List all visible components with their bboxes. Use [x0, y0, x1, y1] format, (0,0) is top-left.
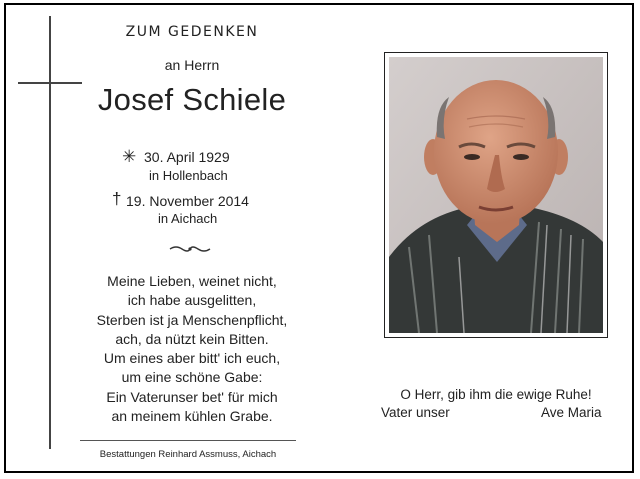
deceased-name: Josef Schiele — [97, 82, 287, 117]
death-date: 19. November 2014 — [126, 193, 249, 209]
prayer-ave-maria: Ave Maria — [541, 405, 602, 420]
portrait-photo-icon — [389, 57, 603, 333]
poem-line: ich habe ausgelitten, — [127, 292, 257, 309]
ornament-divider-icon — [168, 244, 212, 254]
poem-line: ach, da nützt kein Bitten. — [115, 330, 269, 347]
prayer-vater-unser: Vater unser — [381, 405, 450, 420]
prayer-line: O Herr, gib ihm die ewige Ruhe! — [400, 387, 592, 402]
death-cross-icon: † — [112, 189, 122, 208]
portrait-frame — [384, 52, 608, 338]
funeral-home-credit: Bestattungen Reinhard Assmuss, Aichach — [99, 449, 277, 460]
memorial-heading: ZUM GEDENKEN — [125, 24, 259, 40]
cross-vertical-bar — [49, 16, 51, 449]
birth-date: 30. April 1929 — [144, 149, 230, 165]
poem-line: an meinem kühlen Grabe. — [111, 408, 273, 425]
poem — [70, 272, 314, 426]
salutation: an Herrn — [164, 57, 220, 73]
poem-line: Ein Vaterunser bet' für mich — [106, 388, 278, 405]
death-place: in Aichach — [158, 211, 218, 226]
poem-line: um eine schöne Gabe: — [121, 369, 263, 386]
birth-place: in Hollenbach — [149, 168, 228, 183]
footer-divider — [80, 440, 296, 441]
poem-line: Sterben ist ja Menschenpflicht, — [96, 311, 288, 328]
poem-line: Meine Lieben, weinet nicht, — [107, 273, 277, 289]
poem-line: Um eines aber bitt' ich euch, — [103, 350, 281, 367]
birth-star-icon: ✳ — [122, 147, 137, 166]
portrait-photo — [389, 57, 603, 333]
